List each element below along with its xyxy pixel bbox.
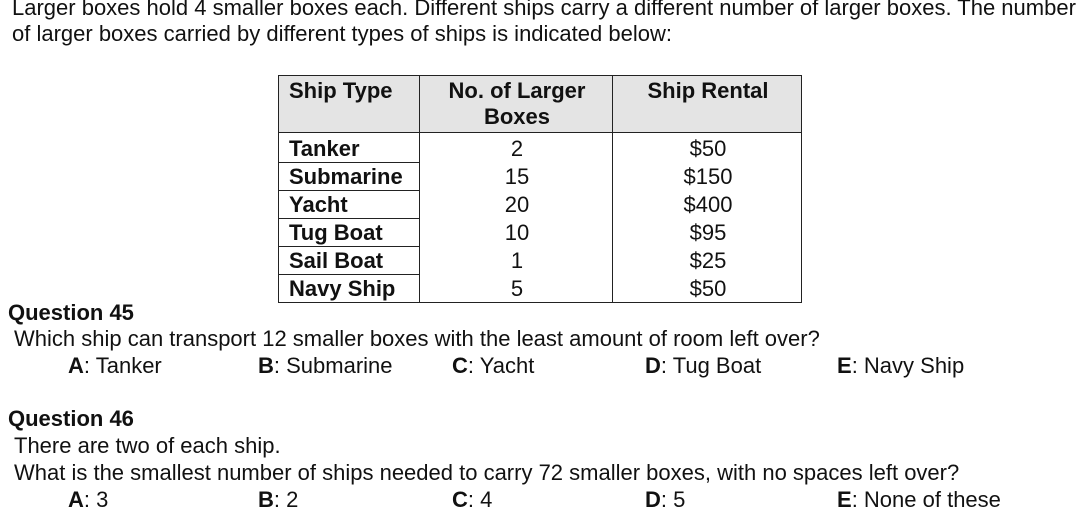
option-letter: D (645, 487, 661, 512)
option-text: : 3 (83, 487, 109, 512)
table-row (279, 219, 802, 247)
larger-boxes-count: 2 (420, 133, 613, 163)
larger-boxes-count: 5 (420, 275, 613, 303)
table-header-row (279, 76, 802, 133)
option-letter: A (68, 487, 84, 512)
option-text: : Submarine (273, 353, 393, 378)
question-45-text: Which ship can transport 12 smaller boxes with the least amount of room left over? (14, 326, 820, 351)
ship-name: Yacht (279, 191, 420, 219)
ship-rental: $25 (613, 247, 802, 275)
question-45-title: Question 45 (8, 300, 134, 325)
table-row (279, 191, 802, 219)
question-46-line-1: There are two of each ship. (14, 433, 281, 458)
option-text: : 5 (660, 487, 686, 512)
ship-rental: $150 (613, 163, 802, 191)
question-46-option-b[interactable] (258, 487, 298, 513)
option-letter: A (68, 353, 84, 378)
option-text: : Tanker (83, 353, 162, 378)
option-letter: B (258, 353, 274, 378)
ship-rental: $400 (613, 191, 802, 219)
question-46-option-c[interactable] (452, 487, 492, 513)
option-text: : Navy Ship (851, 353, 965, 378)
larger-boxes-count: 15 (420, 163, 613, 191)
intro-paragraph: Larger boxes hold 4 smaller boxes each. Different ships carry a different number of larger boxes. The number of larger boxes carried by different types of ships is indicated below: (12, 0, 1076, 46)
question-45-option-c[interactable] (452, 353, 534, 379)
option-letter: E (837, 353, 852, 378)
option-letter: C (452, 487, 468, 512)
option-text: : Tug Boat (660, 353, 762, 378)
header-ship-rental: Ship Rental (613, 76, 802, 133)
option-text: : Yacht (467, 353, 535, 378)
larger-boxes-count: 10 (420, 219, 613, 247)
question-46-line-2: What is the smallest number of ships needed to carry 72 smaller boxes, with no spaces left over? (14, 460, 960, 485)
question-45-option-a[interactable] (68, 353, 162, 379)
header-larger-boxes: No. of Larger Boxes (420, 76, 613, 133)
table-row (279, 163, 802, 191)
question-46-option-d[interactable] (645, 487, 685, 513)
question-46-option-a[interactable] (68, 487, 108, 513)
option-text: : 2 (273, 487, 299, 512)
question-46-title: Question 46 (8, 406, 134, 431)
ship-name: Tug Boat (279, 219, 420, 247)
option-letter: B (258, 487, 274, 512)
ship-name: Submarine (279, 163, 420, 191)
larger-boxes-count: 20 (420, 191, 613, 219)
table-row (279, 247, 802, 275)
header-ship-type: Ship Type (279, 76, 420, 133)
option-text: : 4 (467, 487, 493, 512)
option-text: : None of these (851, 487, 1001, 512)
ship-name: Tanker (279, 133, 420, 163)
option-letter: E (837, 487, 852, 512)
ship-rental: $95 (613, 219, 802, 247)
option-letter: D (645, 353, 661, 378)
ship-table (278, 75, 802, 303)
table-row (279, 275, 802, 303)
question-45-option-e[interactable] (837, 353, 964, 379)
question-46-option-e[interactable] (837, 487, 1001, 513)
ship-rental: $50 (613, 275, 802, 303)
question-45-option-b[interactable] (258, 353, 393, 379)
question-45-option-d[interactable] (645, 353, 761, 379)
larger-boxes-count: 1 (420, 247, 613, 275)
option-letter: C (452, 353, 468, 378)
table-row (279, 133, 802, 163)
ship-rental: $50 (613, 133, 802, 163)
ship-name: Sail Boat (279, 247, 420, 275)
ship-name: Navy Ship (279, 275, 420, 303)
